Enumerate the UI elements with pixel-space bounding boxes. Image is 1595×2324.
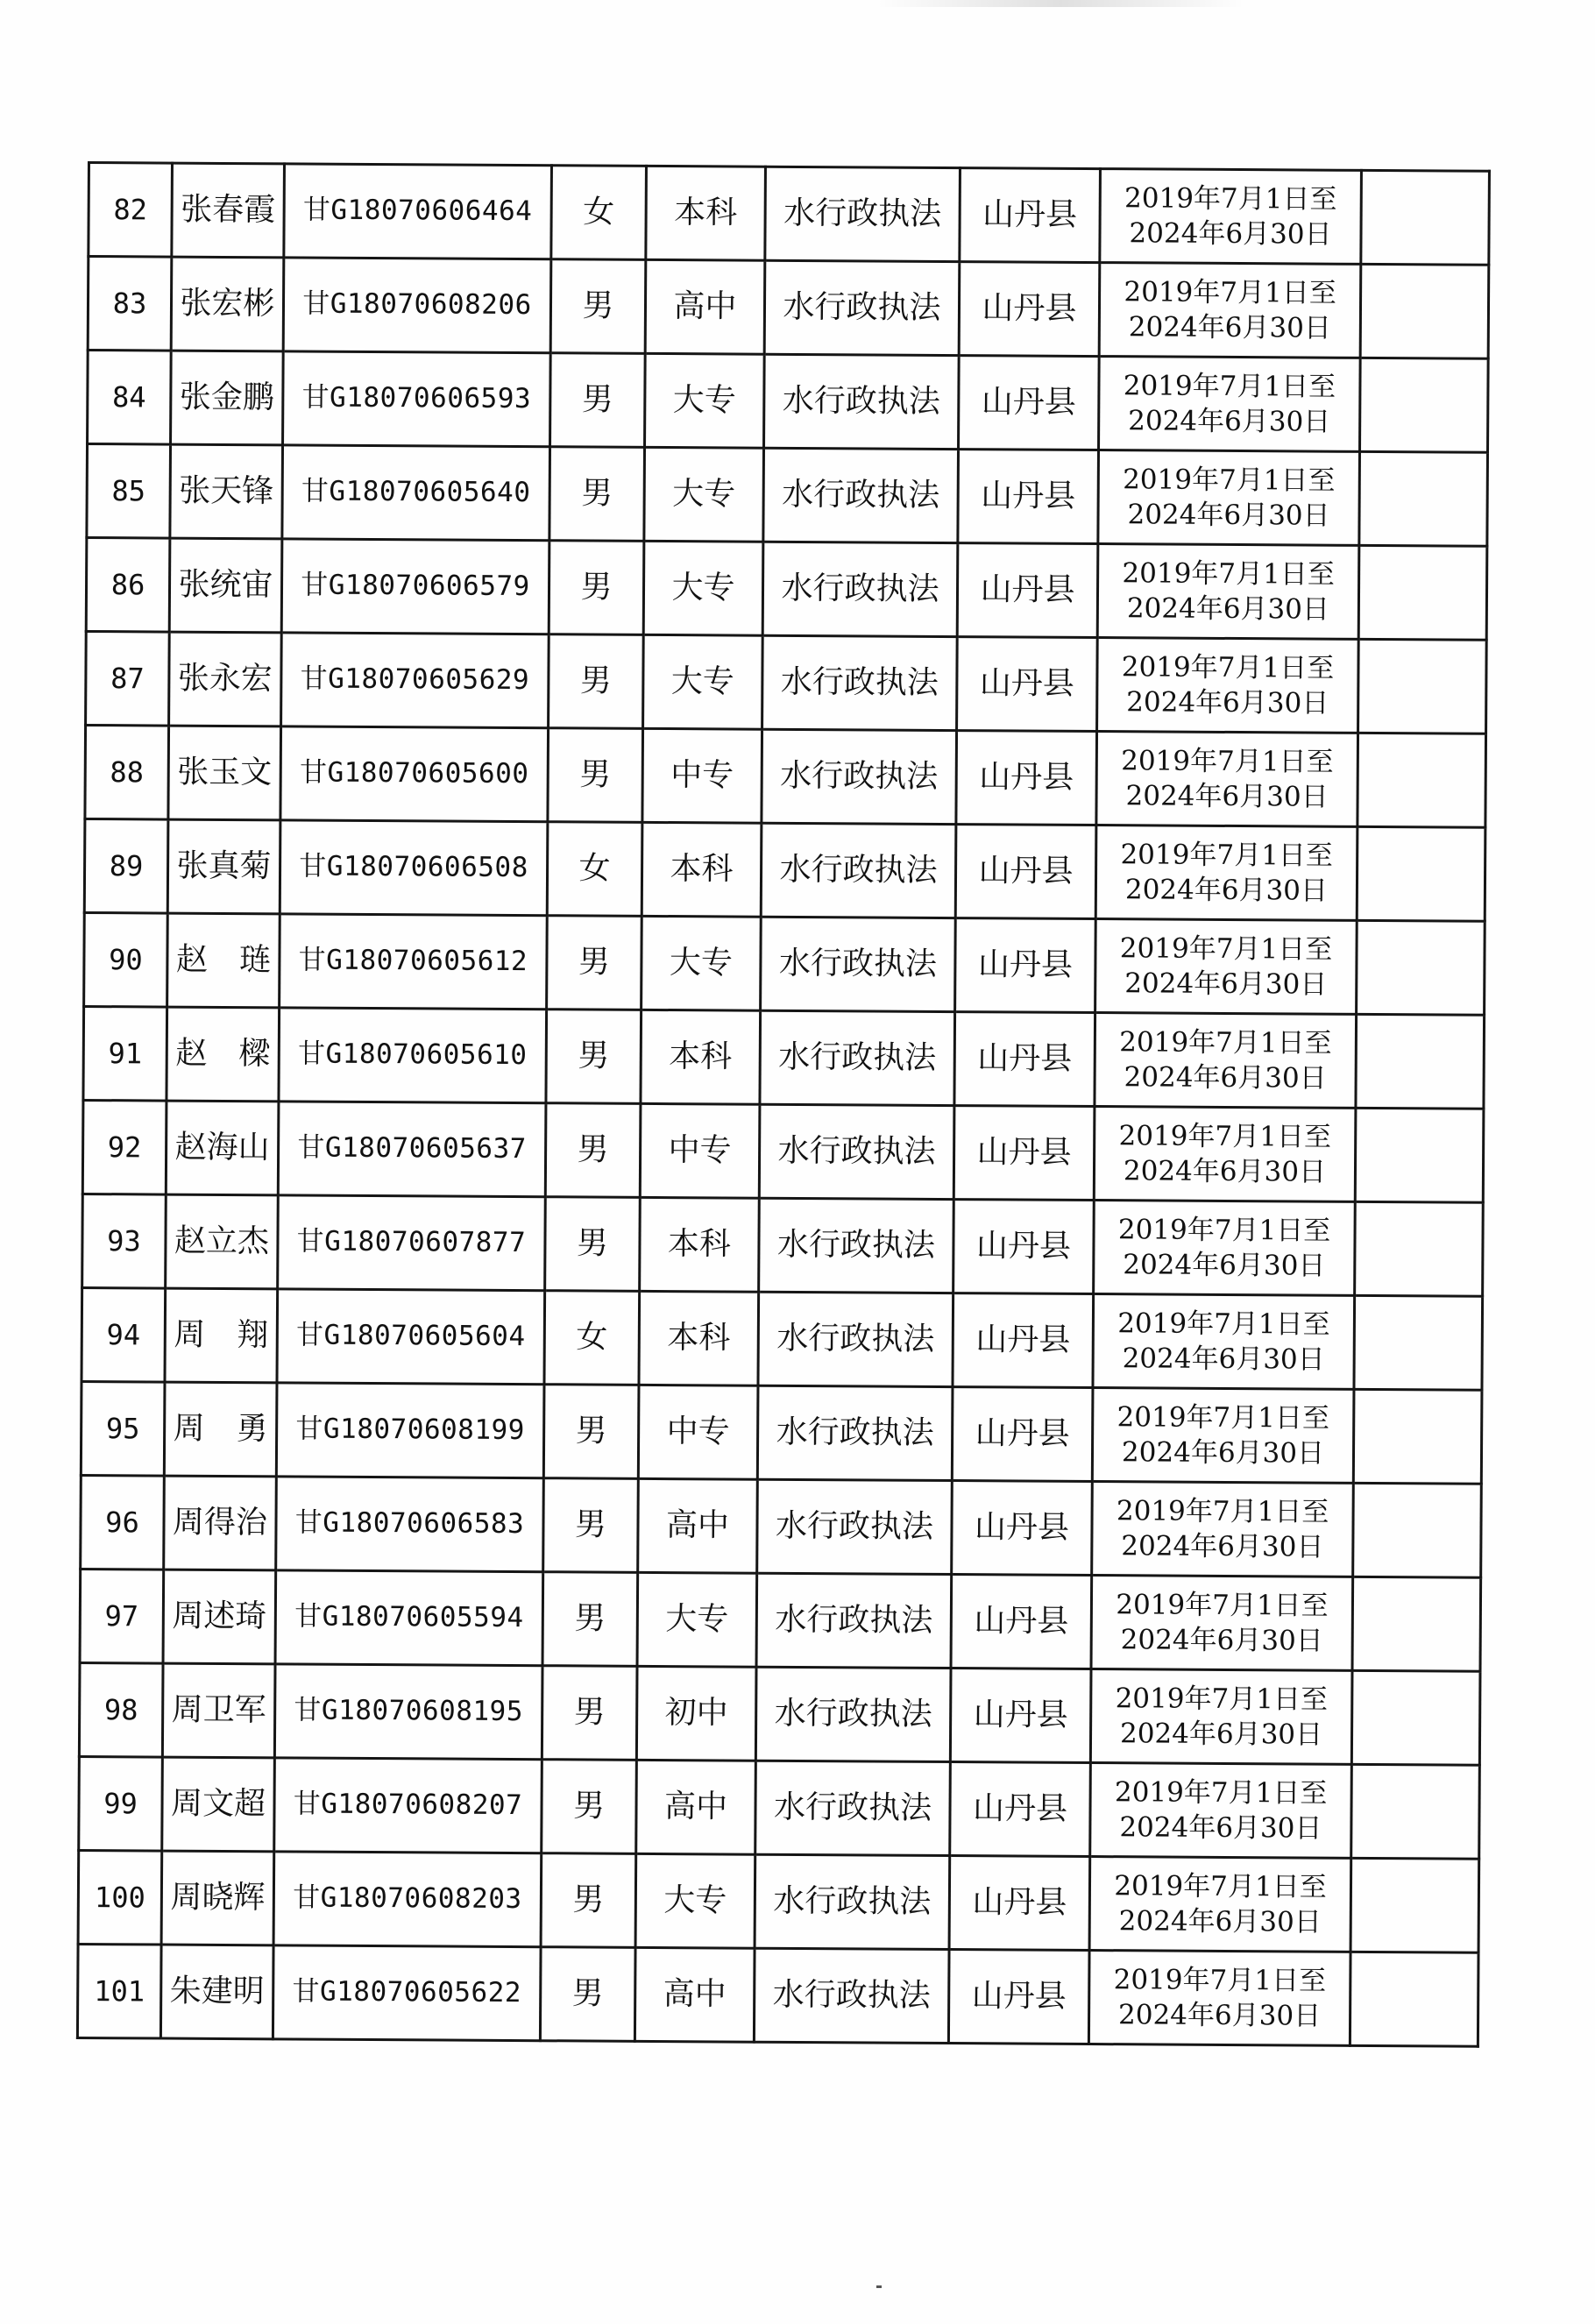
- remark-cell: [1354, 1295, 1483, 1390]
- table-row: [81, 1381, 1482, 1484]
- enforcement-category-cell: 水行政执法: [755, 1667, 951, 1761]
- certificate-id-cell: 甘G18070606464: [284, 164, 552, 259]
- remark-cell: [1350, 1952, 1478, 2046]
- valid-to-text: 2024年6月30日: [1118, 1905, 1322, 1938]
- remark-cell: [1358, 545, 1487, 640]
- row-number-cell: 84: [88, 351, 172, 445]
- region-cell: 山丹县: [951, 1575, 1092, 1669]
- certificate-id-cell: 甘G18070606508: [280, 820, 548, 916]
- certificate-id-cell: 甘G18070605622: [273, 1945, 541, 2041]
- table-row: [77, 1944, 1478, 2046]
- region-cell: 山丹县: [959, 356, 1100, 450]
- enforcement-category-cell: 水行政执法: [763, 448, 959, 542]
- certificate-id-cell: 甘G18070606593: [283, 351, 551, 447]
- certificate-id-cell: 甘G18070605640: [282, 445, 550, 541]
- enforcement-category-cell: 水行政执法: [754, 1948, 949, 2043]
- region-cell: 山丹县: [957, 543, 1098, 638]
- region-cell: 山丹县: [953, 1106, 1095, 1201]
- valid-to-text: 2024年6月30日: [1124, 874, 1329, 907]
- remark-cell: [1357, 826, 1485, 921]
- valid-to-text: 2024年6月30日: [1128, 405, 1331, 438]
- table-row: [88, 257, 1489, 359]
- row-number-cell: 96: [81, 1475, 165, 1569]
- remark-cell: [1360, 264, 1489, 358]
- remark-cell: [1356, 1014, 1485, 1109]
- validity-period-cell: [1090, 1763, 1352, 1859]
- education-cell: 本科: [646, 166, 766, 260]
- enforcement-category-cell: 水行政执法: [764, 354, 960, 449]
- certificate-id-cell: 甘G18070605612: [280, 914, 548, 1010]
- education-cell: 大专: [643, 541, 763, 635]
- row-number-cell: 98: [79, 1662, 163, 1757]
- valid-to-text: 2024年6月30日: [1122, 1343, 1325, 1376]
- enforcement-category-cell: 水行政执法: [757, 1385, 953, 1480]
- gender-cell: 男: [541, 1853, 636, 1948]
- valid-from-text: 2019年7月1日至: [1116, 1588, 1329, 1622]
- valid-from-text: 2019年7月1日至: [1119, 1025, 1332, 1059]
- enforcement-category-cell: 水行政执法: [762, 729, 957, 824]
- gender-cell: 男: [540, 1947, 635, 2042]
- valid-to-text: 2024年6月30日: [1119, 1718, 1323, 1751]
- valid-to-text: 2024年6月30日: [1128, 311, 1332, 344]
- education-cell: 大专: [642, 916, 762, 1010]
- valid-to-text: 2024年6月30日: [1121, 1436, 1325, 1470]
- certificate-id-cell: 甘G18070608206: [283, 258, 551, 353]
- enforcement-category-cell: 水行政执法: [757, 1479, 953, 1574]
- name-cell: 周 翔: [165, 1288, 278, 1383]
- name-cell: 周得治: [164, 1476, 277, 1570]
- table-row: [87, 444, 1488, 547]
- gender-cell: 男: [546, 1010, 642, 1104]
- valid-from-text: 2019年7月1日至: [1114, 1869, 1327, 1903]
- row-number-cell: 89: [84, 818, 168, 913]
- name-cell: 张永宏: [169, 632, 282, 726]
- enforcement-category-cell: 水行政执法: [759, 1198, 954, 1293]
- row-number-cell: 92: [82, 1100, 167, 1194]
- certificate-id-cell: 甘G18070605594: [275, 1570, 543, 1666]
- validity-period-cell: [1089, 1857, 1351, 1952]
- education-cell: 高中: [638, 1478, 758, 1573]
- education-cell: 本科: [641, 1010, 761, 1104]
- valid-to-text: 2024年6月30日: [1125, 780, 1329, 813]
- remark-cell: [1360, 358, 1489, 452]
- row-number-cell: 86: [86, 538, 170, 633]
- region-cell: 山丹县: [959, 262, 1100, 357]
- region-cell: 山丹县: [948, 1950, 1089, 2044]
- table-row: [78, 1850, 1479, 1952]
- enforcement-personnel-table: [76, 161, 1491, 2048]
- certificate-id-cell: 甘G18070606579: [281, 539, 549, 634]
- valid-from-text: 2019年7月1日至: [1121, 650, 1335, 684]
- region-cell: 山丹县: [956, 731, 1097, 825]
- remark-cell: [1358, 639, 1487, 733]
- education-cell: 中专: [642, 728, 762, 823]
- table-row: [86, 631, 1487, 733]
- name-cell: 赵立杰: [166, 1194, 279, 1289]
- education-cell: 初中: [636, 1666, 756, 1761]
- row-number-cell: 101: [77, 1944, 161, 2038]
- validity-period-cell: [1100, 169, 1362, 265]
- valid-to-text: 2024年6月30日: [1117, 1999, 1322, 2032]
- table-row: [86, 538, 1487, 641]
- validity-period-cell: [1097, 544, 1359, 640]
- valid-to-text: 2024年6月30日: [1123, 1249, 1326, 1282]
- validity-period-cell: [1097, 638, 1359, 733]
- remark-cell: [1351, 1764, 1480, 1859]
- name-cell: 周 勇: [164, 1382, 277, 1477]
- table-row: [84, 912, 1485, 1015]
- valid-from-text: 2019年7月1日至: [1116, 1494, 1329, 1528]
- education-cell: 本科: [642, 822, 762, 917]
- validity-period-cell: [1094, 1201, 1356, 1296]
- remark-cell: [1357, 920, 1485, 1015]
- row-number-cell: 90: [84, 912, 168, 1007]
- remark-cell: [1353, 1389, 1482, 1484]
- certificate-id-cell: 甘G18070606583: [276, 1477, 544, 1572]
- certificate-id-cell: 甘G18070608203: [273, 1852, 542, 1947]
- valid-to-text: 2024年6月30日: [1121, 1530, 1324, 1563]
- certificate-id-cell: 甘G18070608199: [276, 1383, 544, 1478]
- row-number-cell: 95: [81, 1381, 165, 1476]
- enforcement-category-cell: 水行政执法: [762, 542, 958, 636]
- gender-cell: 男: [550, 353, 646, 448]
- certificate-id-cell: 甘G18070605629: [281, 633, 549, 728]
- gender-cell: 女: [551, 166, 647, 260]
- region-cell: 山丹县: [955, 918, 1096, 1013]
- region-cell: 山丹县: [957, 637, 1098, 732]
- certificate-id-cell: 甘G18070605610: [279, 1008, 547, 1103]
- enforcement-category-cell: 水行政执法: [761, 823, 956, 918]
- table-row: [82, 1100, 1484, 1202]
- name-cell: 赵 樑: [167, 1007, 280, 1102]
- enforcement-category-cell: 水行政执法: [762, 635, 958, 730]
- education-cell: 本科: [639, 1291, 759, 1385]
- gender-cell: 男: [547, 916, 642, 1010]
- gender-cell: 女: [544, 1291, 640, 1385]
- valid-from-text: 2019年7月1日至: [1117, 1307, 1330, 1341]
- gender-cell: 男: [549, 634, 644, 729]
- enforcement-category-cell: 水行政执法: [761, 917, 956, 1011]
- gender-cell: 男: [542, 1572, 638, 1667]
- remark-cell: [1355, 1108, 1484, 1202]
- valid-to-text: 2024年6月30日: [1120, 1624, 1323, 1657]
- row-number-cell: 91: [83, 1006, 167, 1101]
- valid-from-text: 2019年7月1日至: [1117, 1213, 1331, 1247]
- validity-period-cell: [1098, 450, 1360, 546]
- remark-cell: [1358, 733, 1486, 827]
- enforcement-category-cell: 水行政执法: [760, 1010, 955, 1105]
- region-cell: 山丹县: [960, 168, 1101, 263]
- education-cell: 高中: [645, 259, 765, 354]
- table-row: [88, 351, 1489, 453]
- education-cell: 高中: [634, 1947, 755, 2042]
- row-number-cell: 99: [79, 1756, 163, 1851]
- table-row: [84, 818, 1485, 921]
- name-cell: 张天锋: [170, 444, 283, 539]
- row-number-cell: 82: [89, 163, 173, 258]
- row-number-cell: 97: [80, 1569, 164, 1663]
- validity-period-cell: [1096, 732, 1358, 827]
- enforcement-category-cell: 水行政执法: [765, 167, 961, 261]
- education-cell: 中专: [640, 1103, 760, 1198]
- validity-period-cell: [1095, 1013, 1357, 1109]
- education-cell: 大专: [637, 1572, 757, 1667]
- table-row: [79, 1662, 1480, 1765]
- valid-from-text: 2019年7月1日至: [1123, 369, 1336, 403]
- validity-period-cell: [1092, 1388, 1354, 1484]
- valid-to-text: 2024年6月30日: [1127, 499, 1330, 532]
- valid-from-text: 2019年7月1日至: [1123, 463, 1336, 497]
- education-cell: 大专: [644, 447, 764, 542]
- education-cell: 本科: [640, 1197, 760, 1292]
- gender-cell: 男: [549, 447, 645, 542]
- table-body: [77, 163, 1489, 2047]
- table-row: [80, 1569, 1481, 1671]
- valid-from-text: 2019年7月1日至: [1118, 1119, 1332, 1153]
- valid-from-text: 2019年7月1日至: [1121, 744, 1334, 778]
- valid-from-text: 2019年7月1日至: [1120, 838, 1333, 872]
- valid-to-text: 2024年6月30日: [1126, 686, 1329, 719]
- name-cell: 张玉文: [168, 726, 281, 820]
- table-row: [82, 1287, 1483, 1390]
- gender-cell: 男: [542, 1760, 637, 1854]
- name-cell: 张春霞: [172, 163, 285, 258]
- validity-period-cell: [1091, 1576, 1353, 1671]
- education-cell: 大专: [643, 634, 763, 729]
- certificate-id-cell: 甘G18070608195: [274, 1664, 542, 1760]
- valid-to-text: 2024年6月30日: [1123, 1155, 1327, 1188]
- valid-from-text: 2019年7月1日至: [1113, 1963, 1327, 1997]
- table-row: [82, 1194, 1484, 1296]
- table-row: [85, 725, 1486, 827]
- name-cell: 朱建明: [160, 1945, 273, 2039]
- gender-cell: 女: [547, 822, 642, 917]
- region-cell: 山丹县: [952, 1387, 1093, 1482]
- region-cell: 山丹县: [949, 1856, 1090, 1951]
- education-cell: 高中: [636, 1760, 756, 1854]
- validity-period-cell: [1088, 1951, 1350, 2046]
- enforcement-category-cell: 水行政执法: [756, 1573, 952, 1668]
- enforcement-category-cell: 水行政执法: [759, 1104, 954, 1199]
- certificate-id-cell: 甘G18070607877: [278, 1195, 546, 1291]
- validity-period-cell: [1099, 263, 1361, 358]
- certificate-id-cell: 甘G18070605637: [278, 1102, 546, 1197]
- education-cell: 中专: [638, 1385, 758, 1479]
- valid-from-text: 2019年7月1日至: [1116, 1400, 1330, 1435]
- region-cell: 山丹县: [950, 1669, 1091, 1763]
- region-cell: 山丹县: [954, 1012, 1095, 1107]
- valid-to-text: 2024年6月30日: [1119, 1811, 1322, 1845]
- valid-to-text: 2024年6月30日: [1124, 967, 1328, 1001]
- name-cell: 张统宙: [169, 538, 282, 633]
- valid-from-text: 2019年7月1日至: [1115, 1682, 1329, 1716]
- row-number-cell: 83: [88, 257, 172, 351]
- region-cell: 山丹县: [953, 1200, 1095, 1294]
- validity-period-cell: [1093, 1294, 1355, 1390]
- region-cell: 山丹县: [953, 1293, 1094, 1388]
- education-cell: 大专: [645, 353, 765, 448]
- row-number-cell: 85: [87, 444, 171, 539]
- row-number-cell: 94: [82, 1287, 166, 1382]
- enforcement-category-cell: 水行政执法: [764, 260, 960, 355]
- row-number-cell: 100: [78, 1850, 162, 1945]
- validity-period-cell: [1095, 825, 1358, 921]
- gender-cell: 男: [542, 1666, 637, 1761]
- row-number-cell: 88: [85, 725, 169, 819]
- validity-period-cell: [1092, 1482, 1354, 1577]
- remark-cell: [1350, 1858, 1479, 1952]
- education-cell: 大专: [635, 1853, 755, 1948]
- certificate-id-cell: 甘G18070605600: [280, 726, 549, 822]
- certificate-id-cell: 甘G18070605604: [277, 1289, 545, 1385]
- scan-shadow-edge: [876, 0, 1244, 7]
- gender-cell: 男: [543, 1478, 639, 1573]
- valid-from-text: 2019年7月1日至: [1124, 181, 1337, 216]
- region-cell: 山丹县: [955, 825, 1096, 919]
- name-cell: 周卫军: [162, 1663, 275, 1758]
- valid-to-text: 2024年6月30日: [1124, 1061, 1327, 1095]
- name-cell: 赵 琏: [167, 913, 280, 1008]
- name-cell: 周晓辉: [161, 1851, 274, 1945]
- gender-cell: 男: [549, 541, 644, 635]
- gender-cell: 男: [548, 728, 643, 823]
- certificate-id-cell: 甘G18070608207: [274, 1758, 542, 1853]
- region-cell: 山丹县: [950, 1762, 1091, 1857]
- gender-cell: 男: [545, 1197, 641, 1292]
- table-row: [83, 1006, 1485, 1109]
- valid-from-text: 2019年7月1日至: [1124, 275, 1336, 309]
- table-row: [81, 1475, 1482, 1577]
- row-number-cell: 93: [82, 1194, 167, 1288]
- gender-cell: 男: [550, 259, 646, 354]
- valid-from-text: 2019年7月1日至: [1114, 1775, 1328, 1810]
- name-cell: 张金鹏: [171, 351, 284, 445]
- name-cell: 赵海山: [166, 1101, 279, 1195]
- region-cell: 山丹县: [958, 450, 1099, 544]
- name-cell: 张宏彬: [171, 257, 284, 351]
- validity-period-cell: [1094, 1107, 1356, 1202]
- valid-from-text: 2019年7月1日至: [1119, 932, 1333, 966]
- valid-to-text: 2024年6月30日: [1129, 217, 1332, 251]
- validity-period-cell: [1095, 919, 1358, 1015]
- scan-speck: [876, 2285, 882, 2288]
- valid-from-text: 2019年7月1日至: [1122, 556, 1335, 591]
- enforcement-category-cell: 水行政执法: [755, 1761, 951, 1855]
- remark-cell: [1355, 1201, 1484, 1296]
- row-number-cell: 87: [86, 631, 170, 726]
- name-cell: 周述琦: [163, 1569, 276, 1664]
- name-cell: 张真菊: [167, 819, 280, 914]
- table-row: [89, 163, 1490, 266]
- remark-cell: [1361, 170, 1490, 265]
- table-row: [79, 1756, 1480, 1859]
- enforcement-category-cell: 水行政执法: [758, 1292, 953, 1386]
- remark-cell: [1352, 1576, 1481, 1671]
- name-cell: 周文超: [162, 1757, 275, 1852]
- remark-cell: [1359, 451, 1488, 546]
- remark-cell: [1351, 1670, 1480, 1765]
- remark-cell: [1353, 1483, 1482, 1577]
- region-cell: 山丹县: [952, 1481, 1093, 1576]
- gender-cell: 男: [545, 1103, 641, 1198]
- gender-cell: 男: [543, 1385, 639, 1479]
- validity-period-cell: [1090, 1669, 1352, 1765]
- enforcement-category-cell: 水行政执法: [755, 1854, 950, 1949]
- valid-to-text: 2024年6月30日: [1126, 592, 1330, 626]
- validity-period-cell: [1099, 357, 1361, 452]
